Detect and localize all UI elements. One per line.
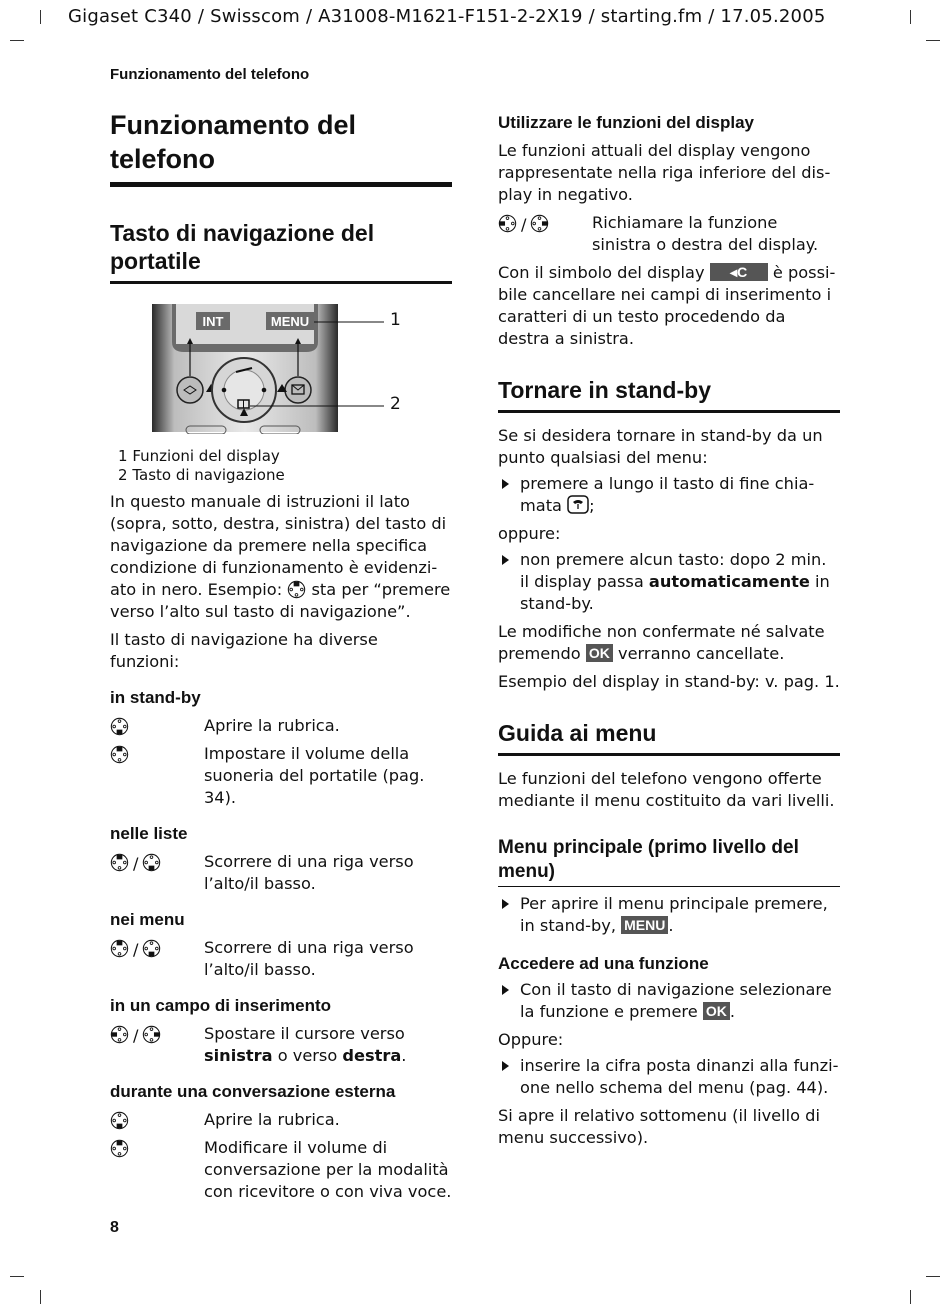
bullet-item: inserire la cifra posta dinanzi alla funzione nello schema del menu (pag. 44). bbox=[498, 1055, 840, 1099]
figure-legend bbox=[110, 447, 452, 485]
softkey-menu: MENU bbox=[270, 314, 310, 329]
subsection-menu: nei menu bbox=[110, 910, 185, 929]
function-row: Aprire la rubrica. bbox=[110, 715, 452, 737]
left-column bbox=[110, 108, 452, 1203]
bullet-item: non premere alcun tasto: dopo 2 min. il display passa automaticamente in stand-by. bbox=[498, 549, 840, 615]
nav-left-icon bbox=[498, 214, 517, 233]
nav-right-icon bbox=[530, 214, 549, 233]
standby-example: Esempio del display in stand-by: v. pag. 1. bbox=[498, 672, 840, 691]
subsection-main-menu: Menu principale (primo livello del menu) bbox=[498, 836, 840, 887]
arrow-bullet-icon bbox=[498, 893, 520, 937]
function-row: / Spostare il cursore verso sinistra o verso destra. bbox=[110, 1023, 452, 1067]
nav-right-icon bbox=[142, 1025, 161, 1044]
legend-item: 1 Funzioni del display bbox=[118, 447, 280, 465]
function-row: Aprire la rubrica. bbox=[110, 1109, 452, 1131]
softkey-int: INT bbox=[202, 314, 224, 329]
subsection-display-functions: Utilizzare le funzioni del display bbox=[498, 113, 754, 132]
menu-guide-paragraph: Le funzioni del telefono vengono offerte mediante il menu costituito da vari livelli. bbox=[498, 769, 835, 810]
functions-intro: Il tasto di navigazione ha diverse funzioni: bbox=[110, 630, 378, 671]
file-header: Gigaset C340 / Swisscom / A31008-M1621-F151-2-2X19 / starting.fm / 17.05.2005 bbox=[68, 6, 826, 27]
menu-softkey: MENU bbox=[621, 916, 668, 934]
function-row: Impostare il volume della suoneria del portatile (pag. 34). bbox=[110, 743, 452, 809]
nav-left-icon bbox=[110, 1025, 129, 1044]
nav-down-icon bbox=[142, 939, 161, 958]
section-title-navigation-key: Tasto di navigazione del portatile bbox=[110, 219, 452, 284]
nav-up-icon bbox=[110, 939, 129, 958]
callout-2: 2 bbox=[390, 394, 401, 414]
ok-softkey: OK bbox=[703, 1002, 730, 1020]
delete-display-symbol: ◂C bbox=[710, 263, 768, 281]
function-row: / Scorrere di una riga verso l’alto/il basso. bbox=[110, 937, 452, 981]
page-number: 8 bbox=[110, 1219, 119, 1236]
submenu-paragraph: Si apre il relativo sottomenu (il livello di menu successivo). bbox=[498, 1106, 820, 1147]
subsection-access-function: Accedere ad una funzione bbox=[498, 954, 709, 973]
nav-up-icon bbox=[287, 580, 306, 599]
legend-item: 2 Tasto di navigazione bbox=[118, 466, 285, 484]
or-text: oppure: bbox=[498, 524, 561, 543]
function-row: Modificare il volume di conversazione per la modalità con ricevitore o con viva voce. bbox=[110, 1137, 452, 1203]
nav-up-icon bbox=[110, 853, 129, 872]
phonebook-key-icon bbox=[177, 377, 203, 403]
nav-down-icon bbox=[110, 1111, 129, 1130]
nav-down-icon bbox=[142, 853, 161, 872]
function-row: / Richiamare la funzione sinistra o destra del display. bbox=[498, 212, 840, 256]
function-row: / Scorrere di una riga verso l’alto/il basso. bbox=[110, 851, 452, 895]
arrow-bullet-icon bbox=[498, 979, 520, 1023]
section-title-menu-guide: Guida ai menu bbox=[498, 719, 840, 756]
display-paragraph: Le funzioni attuali del display vengono rappresentate nella riga inferiore del display in negativo. bbox=[498, 141, 831, 204]
subsection-standby: in stand-by bbox=[110, 688, 201, 707]
delete-symbol-paragraph: Con il simbolo del display ◂C è possibile cancellare nei campi di inserimento i caratteri di un testo procedendo da destra a sinistra. bbox=[498, 263, 836, 348]
callout-1: 1 bbox=[390, 310, 401, 330]
subsection-external-call: durante una conversazione esterna bbox=[110, 1082, 396, 1101]
right-column bbox=[498, 108, 840, 1149]
handset-figure bbox=[110, 304, 452, 434]
arrow-bullet-icon bbox=[498, 1055, 520, 1099]
unsaved-changes-paragraph: Le modifiche non confermate né salvate premendo OK verranno cancellate. bbox=[498, 622, 825, 663]
arrow-bullet-icon bbox=[498, 473, 520, 517]
bullet-item: Con il tasto di navigazione selezionare la funzione e premere OK . bbox=[498, 979, 840, 1023]
bullet-item: Per aprire il menu principale premere, in stand-by, MENU . bbox=[498, 893, 840, 937]
section-title-standby: Tornare in stand-by bbox=[498, 376, 840, 413]
nav-up-icon bbox=[110, 745, 129, 764]
standby-paragraph: Se si desidera tornare in stand-by da un punto qualsiasi del menu: bbox=[498, 426, 823, 467]
chapter-title: Funzionamento del telefono bbox=[110, 108, 452, 187]
intro-paragraph: In questo manuale di istruzioni il lato (sopra, sotto, destra, sinistra) del tasto di navigazione da premere nella specifica condizione di funzionamento è evidenziato in nero. Esempio: sta per “premere verso l’alto sul tasto di navigazione”. bbox=[110, 492, 451, 621]
subsection-input-field: in un campo di inserimento bbox=[110, 996, 332, 1015]
nav-up-icon bbox=[110, 1139, 129, 1158]
arrow-bullet-icon bbox=[498, 549, 520, 615]
bullet-item: premere a lungo il tasto di fine chiamata ; bbox=[498, 473, 840, 517]
subsection-lists: nelle liste bbox=[110, 824, 188, 843]
end-call-key-icon bbox=[567, 495, 589, 514]
ok-softkey: OK bbox=[586, 644, 613, 662]
or-text: Oppure: bbox=[498, 1030, 564, 1049]
running-head: Funzionamento del telefono bbox=[110, 66, 310, 83]
nav-down-icon bbox=[110, 717, 129, 736]
